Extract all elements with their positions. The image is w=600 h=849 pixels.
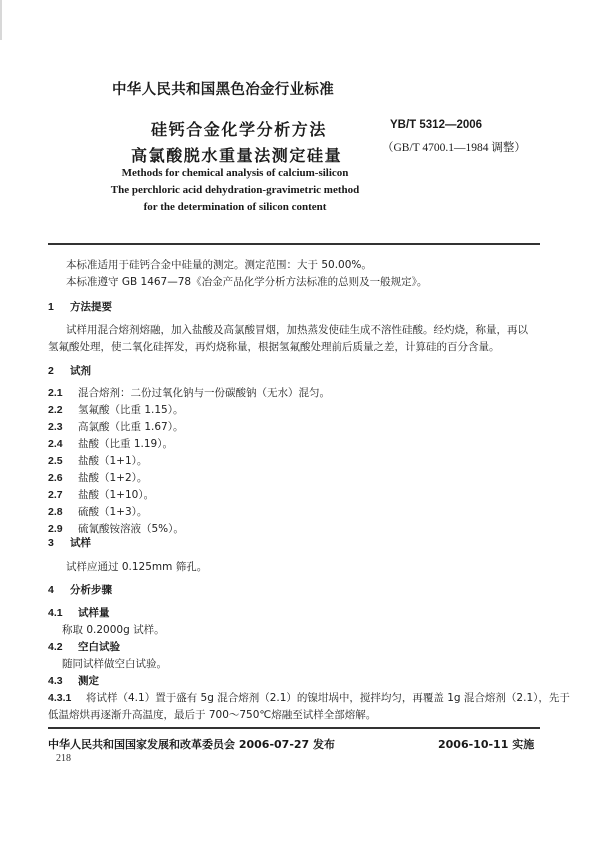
intro-scope: 本标准适用于硅钙合金中硅量的测定。测定范围：大于 50.00%。 [66,259,372,271]
intro-compliance: 本标准遵守 GB 1467—78《冶金产品化学分析方法标准的总则及一般规定》。 [66,276,428,288]
issue-statement: 中华人民共和国国家发展和改革委员会 2006-07-27 发布 [48,738,336,751]
header-divider [48,243,540,245]
section-4-heading [48,582,112,597]
subsection-4-1-text: 称取 0.2000g 试样。 [62,624,165,636]
section-number: 2 [48,365,54,377]
subsection-4-3-1-line-2: 低温熔烘再逐渐升高温度，最后于 700～750℃熔融至试样全部熔解。 [48,709,377,721]
page-edge [0,0,2,40]
section-3-heading [48,535,91,550]
reagent-item: 2.7 盐酸（1+10）。 [48,489,155,501]
section-2-heading [48,363,91,378]
section-number: 1 [48,301,54,313]
english-title-line-2: The perchloric acid dehydration-gravimetric method [110,184,360,196]
reagent-item: 2.1 混合熔剂：二份过氧化钠与一份碳酸钠（无水）混匀。 [48,387,330,399]
section-1-text-line-2: 氢氟酸处理，使二氧化硅挥发，再灼烧称量，根据氢氟酸处理前后质量之差，计算硅的百分含量。 [48,341,500,353]
implementation-date: 2006-10-11 实施 [438,738,535,751]
standard-code: YB/T 5312—2006 [390,119,483,131]
section-1-text-line-1: 试样用混合熔剂熔融，加入盐酸及高氯酸冒烟，加热蒸发使硅生成不溶性硅酸。经灼烧，称量，再以 [66,324,528,336]
reagent-item: 2.5 盐酸（1+1）。 [48,455,148,467]
reagent-item: 2.6 盐酸（1+2）。 [48,472,148,484]
section-number: 4 [48,584,54,596]
english-title-line-3: for the determination of silicon content [143,201,327,213]
section-title: 试样 [70,537,91,549]
standard-replaces: （GB/T 4700.1—1984 调整） [382,142,526,154]
issuing-organization: 中华人民共和国黑色冶金行业标准 [112,82,334,98]
subsection-4-2-text: 随同试样做空白试验。 [62,658,167,670]
subsection-4-3-heading: 4.3 测定 [48,675,99,687]
title-line-2: 高氯酸脱水重量法测定硅量 [131,146,343,165]
reagent-item: 2.3 高氯酸（比重 1.67）。 [48,421,184,433]
section-number: 3 [48,537,54,549]
reagent-item: 2.8 硫酸（1+3）。 [48,506,148,518]
subsection-4-3-1-line-1: 4.3.1 将试样（4.1）置于盛有 5g 混合熔剂（2.1）的镍坩埚中，搅拌均匀，再覆盖 1g 混合熔剂（2.1），先于 [48,692,570,704]
page-number: 218 [56,753,71,764]
reagent-item: 2.4 盐酸（比重 1.19）。 [48,438,173,450]
section-title: 分析步骤 [70,584,112,596]
subsection-4-1-heading: 4.1 试样量 [48,607,110,619]
english-title-line-1: Methods for chemical analysis of calcium-silicon [121,167,349,179]
section-1-heading [48,299,112,314]
reagent-item: 2.2 氢氟酸（比重 1.15）。 [48,404,184,416]
subsection-4-2-heading: 4.2 空白试验 [48,641,120,653]
section-title: 试剂 [70,365,91,377]
title-line-1: 硅钙合金化学分析方法 [151,120,328,139]
reagent-item: 2.9 硫氰酸铵溶液（5%）。 [48,523,184,535]
footer-divider [48,727,540,729]
section-3-text: 试样应通过 0.125mm 筛孔。 [66,561,208,573]
section-title: 方法提要 [70,301,112,313]
